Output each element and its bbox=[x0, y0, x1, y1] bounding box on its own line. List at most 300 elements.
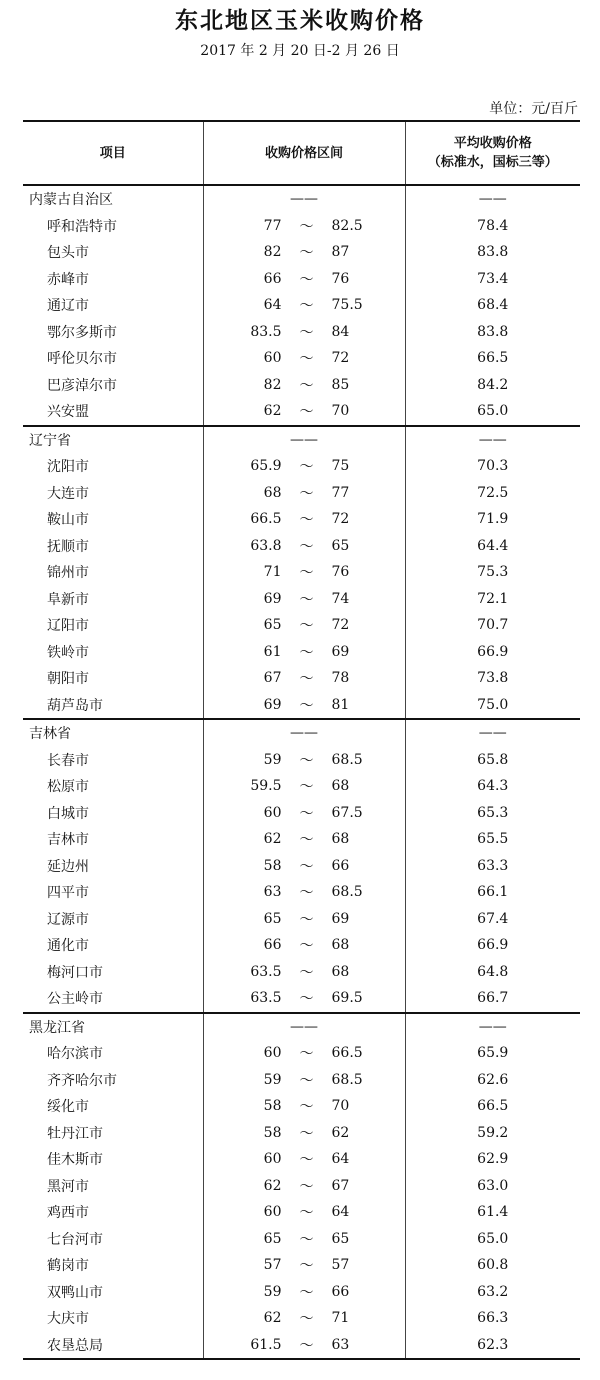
price-high: 72 bbox=[331, 511, 350, 528]
price-high: 76 bbox=[331, 270, 350, 287]
price-range bbox=[204, 1308, 405, 1328]
range-tilde: ～ bbox=[299, 1205, 314, 1222]
range-tilde: ～ bbox=[299, 858, 314, 875]
price-range bbox=[204, 375, 405, 395]
price-high: 68 bbox=[331, 831, 350, 848]
province-average-dash: —— bbox=[405, 719, 580, 747]
range-tilde: ～ bbox=[299, 245, 314, 262]
price-range bbox=[204, 589, 405, 609]
city-name: 大庆市 bbox=[47, 1311, 89, 1328]
city-name: 铁岭市 bbox=[47, 644, 89, 661]
range-tilde: ～ bbox=[299, 1152, 314, 1169]
table-row bbox=[23, 1067, 580, 1094]
range-tilde: ～ bbox=[299, 618, 314, 635]
price-range bbox=[204, 536, 405, 556]
price-high: 72 bbox=[331, 617, 350, 634]
page-title: 东北地区玉米收购价格 bbox=[175, 8, 425, 34]
table-row bbox=[23, 1146, 580, 1173]
average-price: 66.5 bbox=[477, 350, 509, 367]
price-high: 72 bbox=[331, 350, 350, 367]
range-tilde: ～ bbox=[299, 1284, 314, 1301]
range-tilde: ～ bbox=[299, 298, 314, 315]
table-row bbox=[23, 639, 580, 666]
province-average-dash: —— bbox=[405, 426, 580, 454]
province-name: 吉林省 bbox=[23, 719, 203, 747]
price-low: 66 bbox=[263, 270, 282, 287]
province-name: 内蒙古自治区 bbox=[29, 192, 113, 209]
price-range bbox=[204, 348, 405, 368]
price-low: 60 bbox=[263, 804, 282, 821]
table-row bbox=[23, 932, 580, 959]
price-high: 69 bbox=[331, 643, 350, 660]
price-range bbox=[204, 909, 405, 929]
price-low: 59 bbox=[263, 751, 282, 768]
price-range bbox=[204, 695, 405, 715]
range-tilde: ～ bbox=[299, 671, 314, 688]
price-low: 65 bbox=[263, 910, 282, 927]
average-price: 84.2 bbox=[477, 376, 509, 393]
range-tilde: ～ bbox=[299, 779, 314, 796]
price-range bbox=[204, 1229, 405, 1249]
price-range bbox=[204, 668, 405, 688]
range-tilde: ～ bbox=[299, 938, 314, 955]
price-low: 59 bbox=[263, 1283, 282, 1300]
average-price: 59.2 bbox=[477, 1124, 509, 1141]
city-name: 白城市 bbox=[47, 805, 89, 822]
range-tilde: ～ bbox=[299, 1099, 314, 1116]
city-name: 辽源市 bbox=[47, 911, 89, 928]
price-range-cell bbox=[203, 906, 405, 933]
city-name: 延边州 bbox=[47, 858, 89, 875]
price-range bbox=[204, 456, 405, 476]
price-range-cell bbox=[203, 932, 405, 959]
range-tilde: ～ bbox=[299, 324, 314, 341]
city-name: 鄂尔多斯市 bbox=[47, 324, 117, 341]
price-range-cell bbox=[203, 480, 405, 507]
price-range-cell bbox=[203, 826, 405, 853]
price-table bbox=[23, 120, 580, 1360]
range-tilde: ～ bbox=[299, 644, 314, 661]
average-price: 66.9 bbox=[477, 643, 509, 660]
table-row bbox=[23, 1279, 580, 1306]
province-row bbox=[23, 185, 580, 213]
city-name: 鸡西市 bbox=[47, 1205, 89, 1222]
average-price: 63.0 bbox=[477, 1177, 509, 1194]
price-range-cell bbox=[203, 639, 405, 666]
table-row bbox=[23, 985, 580, 1013]
range-tilde: ～ bbox=[299, 832, 314, 849]
city-name: 佳木斯市 bbox=[47, 1152, 103, 1169]
price-high: 68.5 bbox=[331, 884, 363, 901]
price-high: 74 bbox=[331, 590, 350, 607]
price-low: 66.5 bbox=[250, 511, 282, 528]
price-low: 60 bbox=[263, 350, 282, 367]
range-tilde: ～ bbox=[299, 271, 314, 288]
table-row bbox=[23, 1199, 580, 1226]
table-row bbox=[23, 853, 580, 880]
average-price: 65.0 bbox=[477, 1230, 509, 1247]
price-range bbox=[204, 216, 405, 236]
city-name: 抚顺市 bbox=[47, 538, 89, 555]
price-low: 65.9 bbox=[250, 458, 282, 475]
average-price: 78.4 bbox=[477, 217, 509, 234]
average-price: 63.3 bbox=[477, 857, 509, 874]
table-row bbox=[23, 906, 580, 933]
price-range-cell bbox=[203, 1120, 405, 1147]
price-range-cell bbox=[203, 586, 405, 613]
price-high: 69.5 bbox=[331, 990, 363, 1007]
price-range bbox=[204, 1096, 405, 1116]
table-row bbox=[23, 1332, 580, 1360]
average-price: 64.3 bbox=[477, 778, 509, 795]
price-range-cell bbox=[203, 345, 405, 372]
average-price: 73.8 bbox=[477, 670, 509, 687]
average-price: 61.4 bbox=[477, 1204, 509, 1221]
price-low: 58 bbox=[263, 1098, 282, 1115]
table-row bbox=[23, 345, 580, 372]
price-range-cell bbox=[203, 319, 405, 346]
average-price: 65.9 bbox=[477, 1045, 509, 1062]
price-range-cell bbox=[203, 292, 405, 319]
range-tilde: ～ bbox=[299, 351, 314, 368]
table-row bbox=[23, 800, 580, 827]
price-range bbox=[204, 776, 405, 796]
average-price: 70.3 bbox=[477, 458, 509, 475]
price-low: 67 bbox=[263, 670, 282, 687]
city-name: 通化市 bbox=[47, 938, 89, 955]
price-range bbox=[204, 962, 405, 982]
city-name: 葫芦岛市 bbox=[47, 697, 103, 714]
price-range bbox=[204, 642, 405, 662]
price-high: 85 bbox=[331, 376, 350, 393]
header-average-line2: （标准水，国标三等） bbox=[427, 155, 558, 170]
city-name: 兴安盟 bbox=[47, 404, 89, 421]
price-range-cell bbox=[203, 1093, 405, 1120]
price-high: 67 bbox=[331, 1177, 350, 1194]
table-row bbox=[23, 1252, 580, 1279]
table-row bbox=[23, 372, 580, 399]
price-range-cell bbox=[203, 1305, 405, 1332]
table-row bbox=[23, 959, 580, 986]
table-row bbox=[23, 533, 580, 560]
table-row bbox=[23, 826, 580, 853]
price-high: 70 bbox=[331, 403, 350, 420]
table-row bbox=[23, 1305, 580, 1332]
price-range-cell bbox=[203, 773, 405, 800]
price-high: 57 bbox=[331, 1257, 350, 1274]
price-range-cell bbox=[203, 239, 405, 266]
table-row bbox=[23, 506, 580, 533]
price-low: 65 bbox=[263, 1230, 282, 1247]
average-price: 67.4 bbox=[477, 910, 509, 927]
price-high: 75 bbox=[331, 458, 350, 475]
price-high: 63 bbox=[331, 1336, 350, 1353]
range-tilde: ～ bbox=[299, 964, 314, 981]
range-tilde: ～ bbox=[299, 805, 314, 822]
table-row bbox=[23, 747, 580, 774]
header-average-line1: 平均收购价格 bbox=[453, 136, 532, 151]
range-tilde: ～ bbox=[299, 218, 314, 235]
price-range-cell bbox=[203, 853, 405, 880]
table-row bbox=[23, 879, 580, 906]
price-range bbox=[204, 1149, 405, 1169]
price-range-cell bbox=[203, 453, 405, 480]
range-tilde: ～ bbox=[299, 1311, 314, 1328]
province-row bbox=[23, 426, 580, 454]
range-tilde: ～ bbox=[299, 485, 314, 502]
table-row bbox=[23, 213, 580, 240]
price-range bbox=[204, 295, 405, 315]
average-price: 66.1 bbox=[477, 884, 509, 901]
average-price: 72.5 bbox=[477, 484, 509, 501]
table-row bbox=[23, 266, 580, 293]
price-low: 62 bbox=[263, 403, 282, 420]
range-tilde: ～ bbox=[299, 404, 314, 421]
price-range-cell bbox=[203, 1040, 405, 1067]
range-tilde: ～ bbox=[299, 697, 314, 714]
price-high: 66.5 bbox=[331, 1045, 363, 1062]
price-low: 60 bbox=[263, 1045, 282, 1062]
table-row bbox=[23, 692, 580, 720]
range-tilde: ～ bbox=[299, 1231, 314, 1248]
price-range-cell bbox=[203, 1146, 405, 1173]
table-header-row bbox=[23, 121, 580, 185]
price-high: 81 bbox=[331, 696, 350, 713]
price-low: 62 bbox=[263, 831, 282, 848]
price-range-cell bbox=[203, 1199, 405, 1226]
city-name: 七台河市 bbox=[47, 1231, 103, 1248]
province-range-dash: —— bbox=[203, 1013, 405, 1041]
price-range bbox=[204, 1123, 405, 1143]
range-tilde: ～ bbox=[299, 538, 314, 555]
unit-label: 单位：元/百斤 bbox=[489, 101, 578, 117]
average-price: 65.5 bbox=[477, 831, 509, 848]
province-name: 黑龙江省 bbox=[23, 1013, 203, 1041]
price-high: 77 bbox=[331, 484, 350, 501]
table-row bbox=[23, 319, 580, 346]
price-low: 63.5 bbox=[250, 990, 282, 1007]
price-range bbox=[204, 750, 405, 770]
city-name: 吉林市 bbox=[47, 832, 89, 849]
province-average-dash: —— bbox=[478, 191, 507, 208]
average-price: 75.0 bbox=[477, 696, 509, 713]
average-price: 64.4 bbox=[477, 537, 509, 554]
price-range bbox=[204, 1255, 405, 1275]
average-price: 75.3 bbox=[477, 564, 509, 581]
city-name: 朝阳市 bbox=[47, 671, 89, 688]
average-price: 66.7 bbox=[477, 990, 509, 1007]
city-name: 锦州市 bbox=[47, 565, 89, 582]
header-range: 收购价格区间 bbox=[203, 121, 405, 185]
range-tilde: ～ bbox=[299, 512, 314, 529]
price-low: 66 bbox=[263, 937, 282, 954]
table-row bbox=[23, 398, 580, 426]
table-row bbox=[23, 292, 580, 319]
average-price: 66.9 bbox=[477, 937, 509, 954]
price-range bbox=[204, 322, 405, 342]
price-high: 64 bbox=[331, 1204, 350, 1221]
average-price: 62.6 bbox=[477, 1071, 509, 1088]
price-range-cell bbox=[203, 692, 405, 720]
table-row bbox=[23, 239, 580, 266]
price-range bbox=[204, 562, 405, 582]
price-high: 66 bbox=[331, 1283, 350, 1300]
price-range bbox=[204, 882, 405, 902]
average-price: 62.3 bbox=[405, 1332, 580, 1360]
price-range bbox=[204, 988, 405, 1008]
price-range-cell bbox=[203, 213, 405, 240]
range-tilde: ～ bbox=[299, 911, 314, 928]
province-range-dash: —— bbox=[203, 719, 405, 747]
range-tilde: ～ bbox=[299, 1178, 314, 1195]
price-low: 63.5 bbox=[250, 963, 282, 980]
average-price: 63.2 bbox=[477, 1283, 509, 1300]
price-low: 58 bbox=[263, 857, 282, 874]
price-high: 78 bbox=[331, 670, 350, 687]
table-row bbox=[23, 612, 580, 639]
table-row bbox=[23, 559, 580, 586]
price-range bbox=[204, 401, 405, 421]
price-high: 68 bbox=[331, 963, 350, 980]
city-name: 鞍山市 bbox=[47, 512, 89, 529]
province-row bbox=[23, 1013, 580, 1041]
price-range-cell bbox=[203, 398, 405, 426]
province-range-dash: —— bbox=[203, 185, 405, 213]
price-range-cell bbox=[203, 506, 405, 533]
average-price: 66.5 bbox=[477, 1098, 509, 1115]
average-price: 70.7 bbox=[477, 617, 509, 634]
city-name: 双鸭山市 bbox=[47, 1284, 103, 1301]
price-range bbox=[204, 269, 405, 289]
province-row bbox=[23, 719, 580, 747]
province-average-dash: —— bbox=[405, 1013, 580, 1041]
average-price: 83.8 bbox=[477, 244, 509, 261]
city-name: 长春市 bbox=[47, 752, 89, 769]
price-high: 68 bbox=[331, 778, 350, 795]
price-range bbox=[204, 509, 405, 529]
price-range-cell bbox=[203, 879, 405, 906]
city-name: 大连市 bbox=[47, 485, 89, 502]
average-price: 68.4 bbox=[477, 297, 509, 314]
city-name: 巴彦淖尔市 bbox=[47, 377, 117, 394]
table-row bbox=[23, 1226, 580, 1253]
city-name: 梅河口市 bbox=[47, 964, 103, 981]
header-item: 项目 bbox=[23, 121, 203, 185]
table-row bbox=[23, 773, 580, 800]
average-price: 60.8 bbox=[477, 1257, 509, 1274]
city-name: 齐齐哈尔市 bbox=[47, 1072, 117, 1089]
price-range bbox=[204, 483, 405, 503]
average-price: 64.8 bbox=[477, 963, 509, 980]
average-price: 66.3 bbox=[477, 1310, 509, 1327]
header-average bbox=[405, 121, 580, 185]
price-range-cell bbox=[203, 266, 405, 293]
price-low: 60 bbox=[263, 1151, 282, 1168]
range-tilde: ～ bbox=[299, 885, 314, 902]
price-range bbox=[204, 615, 405, 635]
price-high: 87 bbox=[331, 244, 350, 261]
table-row bbox=[23, 1093, 580, 1120]
city-name: 包头市 bbox=[47, 245, 89, 262]
range-tilde: ～ bbox=[299, 459, 314, 476]
city-name: 沈阳市 bbox=[47, 459, 89, 476]
range-tilde: ～ bbox=[299, 1125, 314, 1142]
price-low: 57 bbox=[263, 1257, 282, 1274]
price-range bbox=[204, 1176, 405, 1196]
price-range bbox=[204, 803, 405, 823]
city-name: 鹤岗市 bbox=[47, 1258, 89, 1275]
price-range-cell bbox=[203, 1173, 405, 1200]
city-name: 四平市 bbox=[47, 885, 89, 902]
city-name: 黑河市 bbox=[47, 1178, 89, 1195]
price-range-cell bbox=[203, 665, 405, 692]
city-name: 呼和浩特市 bbox=[47, 218, 117, 235]
price-range-cell bbox=[203, 612, 405, 639]
price-low: 62 bbox=[263, 1310, 282, 1327]
price-low: 61.5 bbox=[250, 1336, 282, 1353]
city-name: 松原市 bbox=[47, 779, 89, 796]
range-tilde: ～ bbox=[299, 1258, 314, 1275]
city-name: 阜新市 bbox=[47, 591, 89, 608]
price-range-cell bbox=[203, 1332, 405, 1360]
price-high: 64 bbox=[331, 1151, 350, 1168]
price-range bbox=[204, 1335, 405, 1355]
price-high: 65 bbox=[331, 537, 350, 554]
average-price: 83.8 bbox=[477, 323, 509, 340]
price-low: 69 bbox=[263, 696, 282, 713]
table-row bbox=[23, 1120, 580, 1147]
price-range-cell bbox=[203, 533, 405, 560]
range-tilde: ～ bbox=[299, 591, 314, 608]
price-range-cell bbox=[203, 985, 405, 1013]
price-range-cell bbox=[203, 1279, 405, 1306]
price-range-cell bbox=[203, 1252, 405, 1279]
price-low: 61 bbox=[263, 643, 282, 660]
average-price: 62.9 bbox=[477, 1151, 509, 1168]
city-name: 公主岭市 bbox=[47, 991, 103, 1008]
table-row bbox=[23, 665, 580, 692]
city-name: 绥化市 bbox=[47, 1099, 89, 1116]
price-high: 65 bbox=[331, 1230, 350, 1247]
range-tilde: ～ bbox=[299, 1337, 314, 1354]
price-high: 84 bbox=[331, 323, 350, 340]
price-high: 70 bbox=[331, 1098, 350, 1115]
price-range-cell bbox=[203, 1226, 405, 1253]
price-high: 66 bbox=[331, 857, 350, 874]
range-tilde: ～ bbox=[299, 565, 314, 582]
average-price: 73.4 bbox=[477, 270, 509, 287]
price-high: 68.5 bbox=[331, 1071, 363, 1088]
price-high: 67.5 bbox=[331, 804, 363, 821]
province-name: 辽宁省 bbox=[23, 426, 203, 454]
price-range bbox=[204, 242, 405, 262]
price-low: 77 bbox=[263, 217, 282, 234]
table-row bbox=[23, 586, 580, 613]
price-high: 69 bbox=[331, 910, 350, 927]
average-price: 72.1 bbox=[477, 590, 509, 607]
city-name: 辽阳市 bbox=[47, 618, 89, 635]
price-high: 76 bbox=[331, 564, 350, 581]
range-tilde: ～ bbox=[299, 991, 314, 1008]
range-tilde: ～ bbox=[299, 377, 314, 394]
price-range-cell bbox=[203, 1067, 405, 1094]
date-range: 2017 年 2 月 20 日-2 月 26 日 bbox=[200, 43, 400, 59]
province-range-dash: —— bbox=[203, 426, 405, 454]
price-high: 75.5 bbox=[331, 297, 363, 314]
range-tilde: ～ bbox=[299, 1072, 314, 1089]
city-name: 通辽市 bbox=[47, 298, 89, 315]
price-low: 83.5 bbox=[250, 323, 282, 340]
